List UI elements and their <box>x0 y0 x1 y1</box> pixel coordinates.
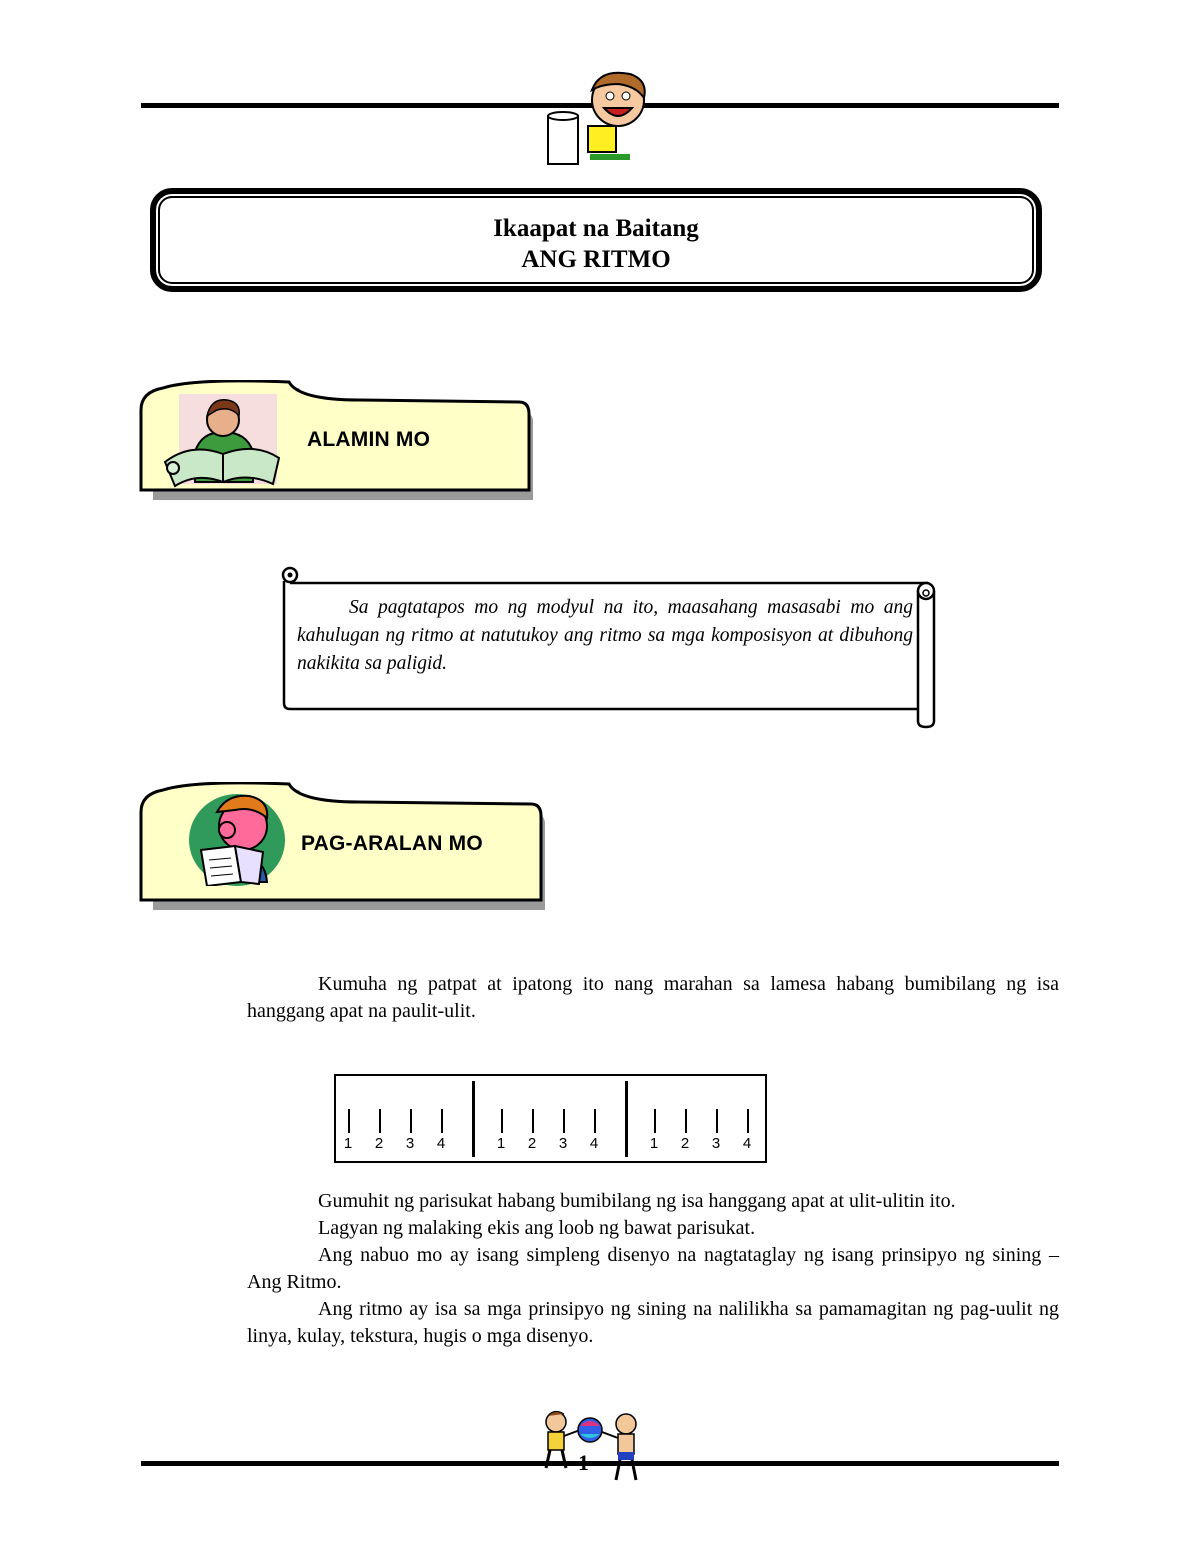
beat-count: 3 <box>405 1135 415 1152</box>
instruction-block <box>247 1188 1059 1350</box>
instruction-text-5: Ang ritmo ay isa sa mga prinsipyo ng sining na nalilikha sa pamamagitan ng pag-uulit ng linya, kulay, tekstura, hugis o mga disenyo. <box>247 1298 1059 1347</box>
title-box <box>150 188 1042 292</box>
beat-mark <box>685 1109 687 1133</box>
beat-mark <box>594 1109 596 1133</box>
beat-mark <box>379 1109 381 1133</box>
bottom-rule <box>141 1461 1059 1466</box>
beat-count: 3 <box>558 1135 568 1152</box>
instruction-text-2: Gumuhit ng parisukat habang bumibilang ng isa hanggang apat at ulit-ulitin ito. <box>318 1190 956 1212</box>
reader-with-book-icon <box>161 392 283 488</box>
section-tab-alamin <box>139 380 551 506</box>
beat-mark <box>532 1109 534 1133</box>
section-tab-pagaralan <box>139 782 561 916</box>
beat-count: 1 <box>496 1135 506 1152</box>
beat-mark <box>716 1109 718 1133</box>
section-label-alamin: ALAMIN MO <box>307 428 431 451</box>
student-reading-icon <box>187 790 287 886</box>
kids-with-ball-icon <box>536 1406 646 1486</box>
beat-diagram <box>334 1074 767 1163</box>
bar-line <box>472 1081 475 1157</box>
beat-count: 3 <box>711 1135 721 1152</box>
beat-count: 4 <box>589 1135 599 1152</box>
beat-count: 2 <box>680 1135 690 1152</box>
instruction-1 <box>247 971 1059 1025</box>
boy-with-scroll-icon <box>540 68 660 168</box>
beat-count: 2 <box>374 1135 384 1152</box>
instruction-text-1: Kumuha ng patpat at ipatong ito nang marahan sa lamesa habang bumibilang ng isa hanggang apat na paulit-ulit. <box>247 973 1059 1022</box>
beat-count: 1 <box>343 1135 353 1152</box>
beat-mark <box>501 1109 503 1133</box>
lesson-title: ANG RITMO <box>521 246 671 273</box>
beat-mark <box>654 1109 656 1133</box>
section-label-pagaralan: PAG-ARALAN MO <box>301 832 483 855</box>
beat-count: 4 <box>436 1135 446 1152</box>
beat-mark <box>348 1109 350 1133</box>
grade-title: Ikaapat na Baitang <box>493 215 699 242</box>
instruction-text-3: Lagyan ng malaking ekis ang loob ng bawat parisukat. <box>318 1217 756 1239</box>
objective-text: Sa pagtatapos mo ng modyul na ito, maasahang masasabi mo ang kahulugan ng ritmo at natutukoy ang ritmo sa mga komposisyon at dibuhong nakikita sa paligid. <box>297 597 913 674</box>
beat-mark <box>410 1109 412 1133</box>
beat-count: 4 <box>742 1135 752 1152</box>
beat-count: 2 <box>527 1135 537 1152</box>
beat-mark <box>747 1109 749 1133</box>
page-number: 1 <box>578 1450 589 1475</box>
beat-mark <box>441 1109 443 1133</box>
instruction-text-4: Ang nabuo mo ay isang simpleng disenyo na nagtataglay ng isang prinsipyo ng sining – Ang Ritmo. <box>247 1244 1059 1293</box>
beat-mark <box>563 1109 565 1133</box>
beat-count: 1 <box>649 1135 659 1152</box>
bar-line <box>625 1081 628 1157</box>
